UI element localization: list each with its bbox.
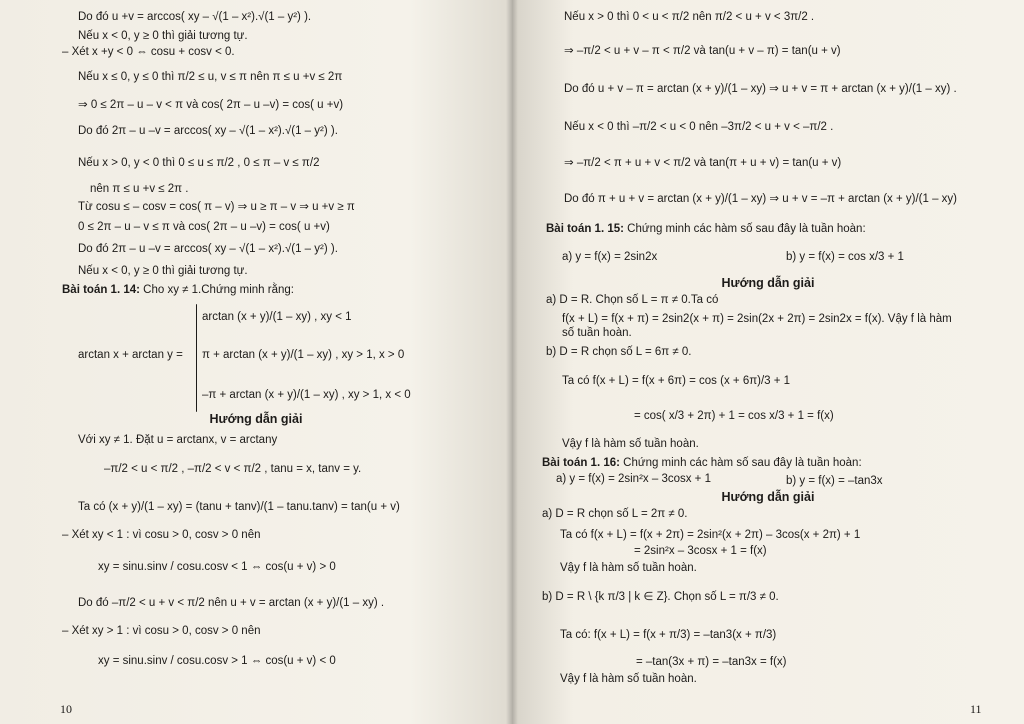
text-line: Ta có f(x + L) = f(x + 6π) = cos (x + 6π)/3 + 1 [562, 375, 791, 387]
problem-16-heading [542, 456, 862, 470]
text-line: Ta có f(x + L) = f(x + 2π) = 2sin²(x + 2π) – 3cos(x + 2π) + 1 [560, 529, 861, 541]
problem-label: Bài toán 1. 14: [62, 284, 140, 296]
text-line: b) D = R chọn số L = 6π ≠ 0. [546, 346, 692, 358]
text-line: Từ cosu ≤ – cosv = cos( π – v) ⇒ u ≥ π – v ⇒ u +v ≥ π [78, 201, 355, 213]
text-line: ⇒ –π/2 < u + v – π < π/2 và tan(u + v – π) = tan(u + v) [564, 45, 841, 57]
text-line: – Xét x +y < 0 ⇔ cosu + cosv < 0. [62, 46, 235, 58]
text-line: – Xét xy < 1 : vì cosu > 0, cosv > 0 nên [62, 529, 261, 541]
text-line: Do đó π + u + v = arctan (x + y)/(1 – xy) ⇒ u + v = –π + arctan (x + y)/(1 – xy) [564, 193, 958, 205]
problem-label: Bài toán 1. 16: [542, 457, 620, 469]
book-gutter [506, 0, 518, 724]
text-line: Do đó 2π – u –v = arccos( xy – √(1 – x²).√(1 – y²) ). [78, 125, 338, 137]
part-a: a) y = f(x) = 2sin²x – 3cosx + 1 [556, 473, 711, 485]
text-line: Nếu x > 0, y < 0 thì 0 ≤ u ≤ π/2 , 0 ≤ π – v ≤ π/2 [78, 157, 320, 169]
text-line: Do đó –π/2 < u + v < π/2 nên u + v = arctan (x + y)/(1 – xy) . [78, 597, 385, 609]
part-b: b) y = f(x) = cos x/3 + 1 [786, 251, 904, 263]
problem-15-heading [546, 222, 866, 236]
text-line: ⇒ 0 ≤ 2π – u – v < π và cos( 2π – u –v) = cos( u +v) [78, 99, 344, 111]
part-b: b) y = f(x) = –tan3x [786, 475, 883, 487]
text-line: Nếu x ≤ 0, y ≤ 0 thì π/2 ≤ u, v ≤ π nên π ≤ u +v ≤ 2π [78, 71, 343, 83]
text-line: Nếu x < 0 thì –π/2 < u < 0 nên –3π/2 < u + v < –π/2 . [564, 121, 834, 133]
section-heading: Hướng dẫn giải [721, 490, 815, 504]
text-line: ⇒ –π/2 < π + u + v < π/2 và tan(π + u + v) = tan(u + v) [564, 157, 842, 169]
case-brace [196, 304, 197, 412]
problem-text: Cho xy ≠ 1.Chứng minh rằng: [139, 284, 294, 296]
case-line: –π + arctan (x + y)/(1 – xy) , xy > 1, x < 0 [202, 389, 411, 401]
text-line: Ta có (x + y)/(1 – xy) = (tanu + tanv)/(1 – tanu.tanv) = tan(u + v) [78, 501, 400, 513]
right-page [512, 0, 1024, 724]
text-line: Do đó u +v = arccos( xy – √(1 – x²).√(1 – y²) ). [78, 11, 312, 23]
section-heading: Hướng dẫn giải [209, 412, 303, 426]
text-line: = 2sin²x – 3cosx + 1 = f(x) [634, 545, 767, 557]
text-line: Do đó 2π – u –v = arccos( xy – √(1 – x²).√(1 – y²) ). [78, 243, 338, 255]
text-line: Vậy f là hàm số tuần hoàn. [562, 438, 699, 450]
text-line: Nếu x < 0, y ≥ 0 thì giải tương tự. [78, 30, 248, 42]
problem-label: Bài toán 1. 15: [546, 223, 624, 235]
text-line: a) D = R. Chọn số L = π ≠ 0.Ta có [546, 294, 719, 306]
text-line: a) D = R chọn số L = 2π ≠ 0. [542, 508, 688, 520]
text-line: nên π ≤ u +v ≤ 2π . [90, 183, 189, 195]
text-line: số tuần hoàn. [562, 327, 632, 339]
part-a: a) y = f(x) = 2sin2x [562, 251, 658, 263]
text-line: xy = sinu.sinv / cosu.cosv < 1 ⇔ cos(u + v) > 0 [98, 561, 336, 573]
page-number: 11 [970, 702, 982, 716]
text-line: Nếu x > 0 thì 0 < u < π/2 nên π/2 < u + v < 3π/2 . [564, 11, 815, 23]
text-line: Với xy ≠ 1. Đặt u = arctanx, v = arctany [78, 434, 278, 446]
case-line: arctan (x + y)/(1 – xy) , xy < 1 [202, 311, 352, 323]
text-line: Vậy f là hàm số tuần hoàn. [560, 673, 697, 685]
text-line: b) D = R \ {k π/3 | k ∈ Z}. Chọn số L = π/3 ≠ 0. [542, 591, 779, 603]
text-line: Do đó u + v – π = arctan (x + y)/(1 – xy) ⇒ u + v = π + arctan (x + y)/(1 – xy) . [564, 83, 957, 95]
text-line: = –tan(3x + π) = –tan3x = f(x) [636, 656, 787, 668]
text-line: –π/2 < u < π/2 , –π/2 < v < π/2 , tanu = x, tanv = y. [104, 463, 362, 475]
problem-text: Chứng minh các hàm số sau đây là tuần hoàn: [619, 457, 862, 469]
text-line: f(x + L) = f(x + π) = 2sin2(x + π) = 2sin(2x + 2π) = 2sin2x = f(x). Vậy f là hàm [562, 313, 952, 325]
section-heading: Hướng dẫn giải [721, 276, 815, 290]
formula-lhs: arctan x + arctan y = [78, 349, 183, 361]
problem-14-heading [62, 283, 294, 297]
text-line: = cos( x/3 + 2π) + 1 = cos x/3 + 1 = f(x) [634, 410, 834, 422]
problem-text: Chứng minh các hàm số sau đây là tuần hoàn: [623, 223, 866, 235]
text-line: 0 ≤ 2π – u – v ≤ π và cos( 2π – u –v) = cos( u +v) [78, 221, 330, 233]
page-number: 10 [60, 702, 72, 716]
text-line: Nếu x < 0, y ≥ 0 thì giải tương tự. [78, 265, 248, 277]
case-line: π + arctan (x + y)/(1 – xy) , xy > 1, x > 0 [202, 349, 405, 361]
text-line: – Xét xy > 1 : vì cosu > 0, cosv > 0 nên [62, 625, 261, 637]
text-line: xy = sinu.sinv / cosu.cosv > 1 ⇔ cos(u + v) < 0 [98, 655, 336, 667]
text-line: Vậy f là hàm số tuần hoàn. [560, 562, 697, 574]
text-line: Ta có: f(x + L) = f(x + π/3) = –tan3(x + π/3) [560, 629, 777, 641]
